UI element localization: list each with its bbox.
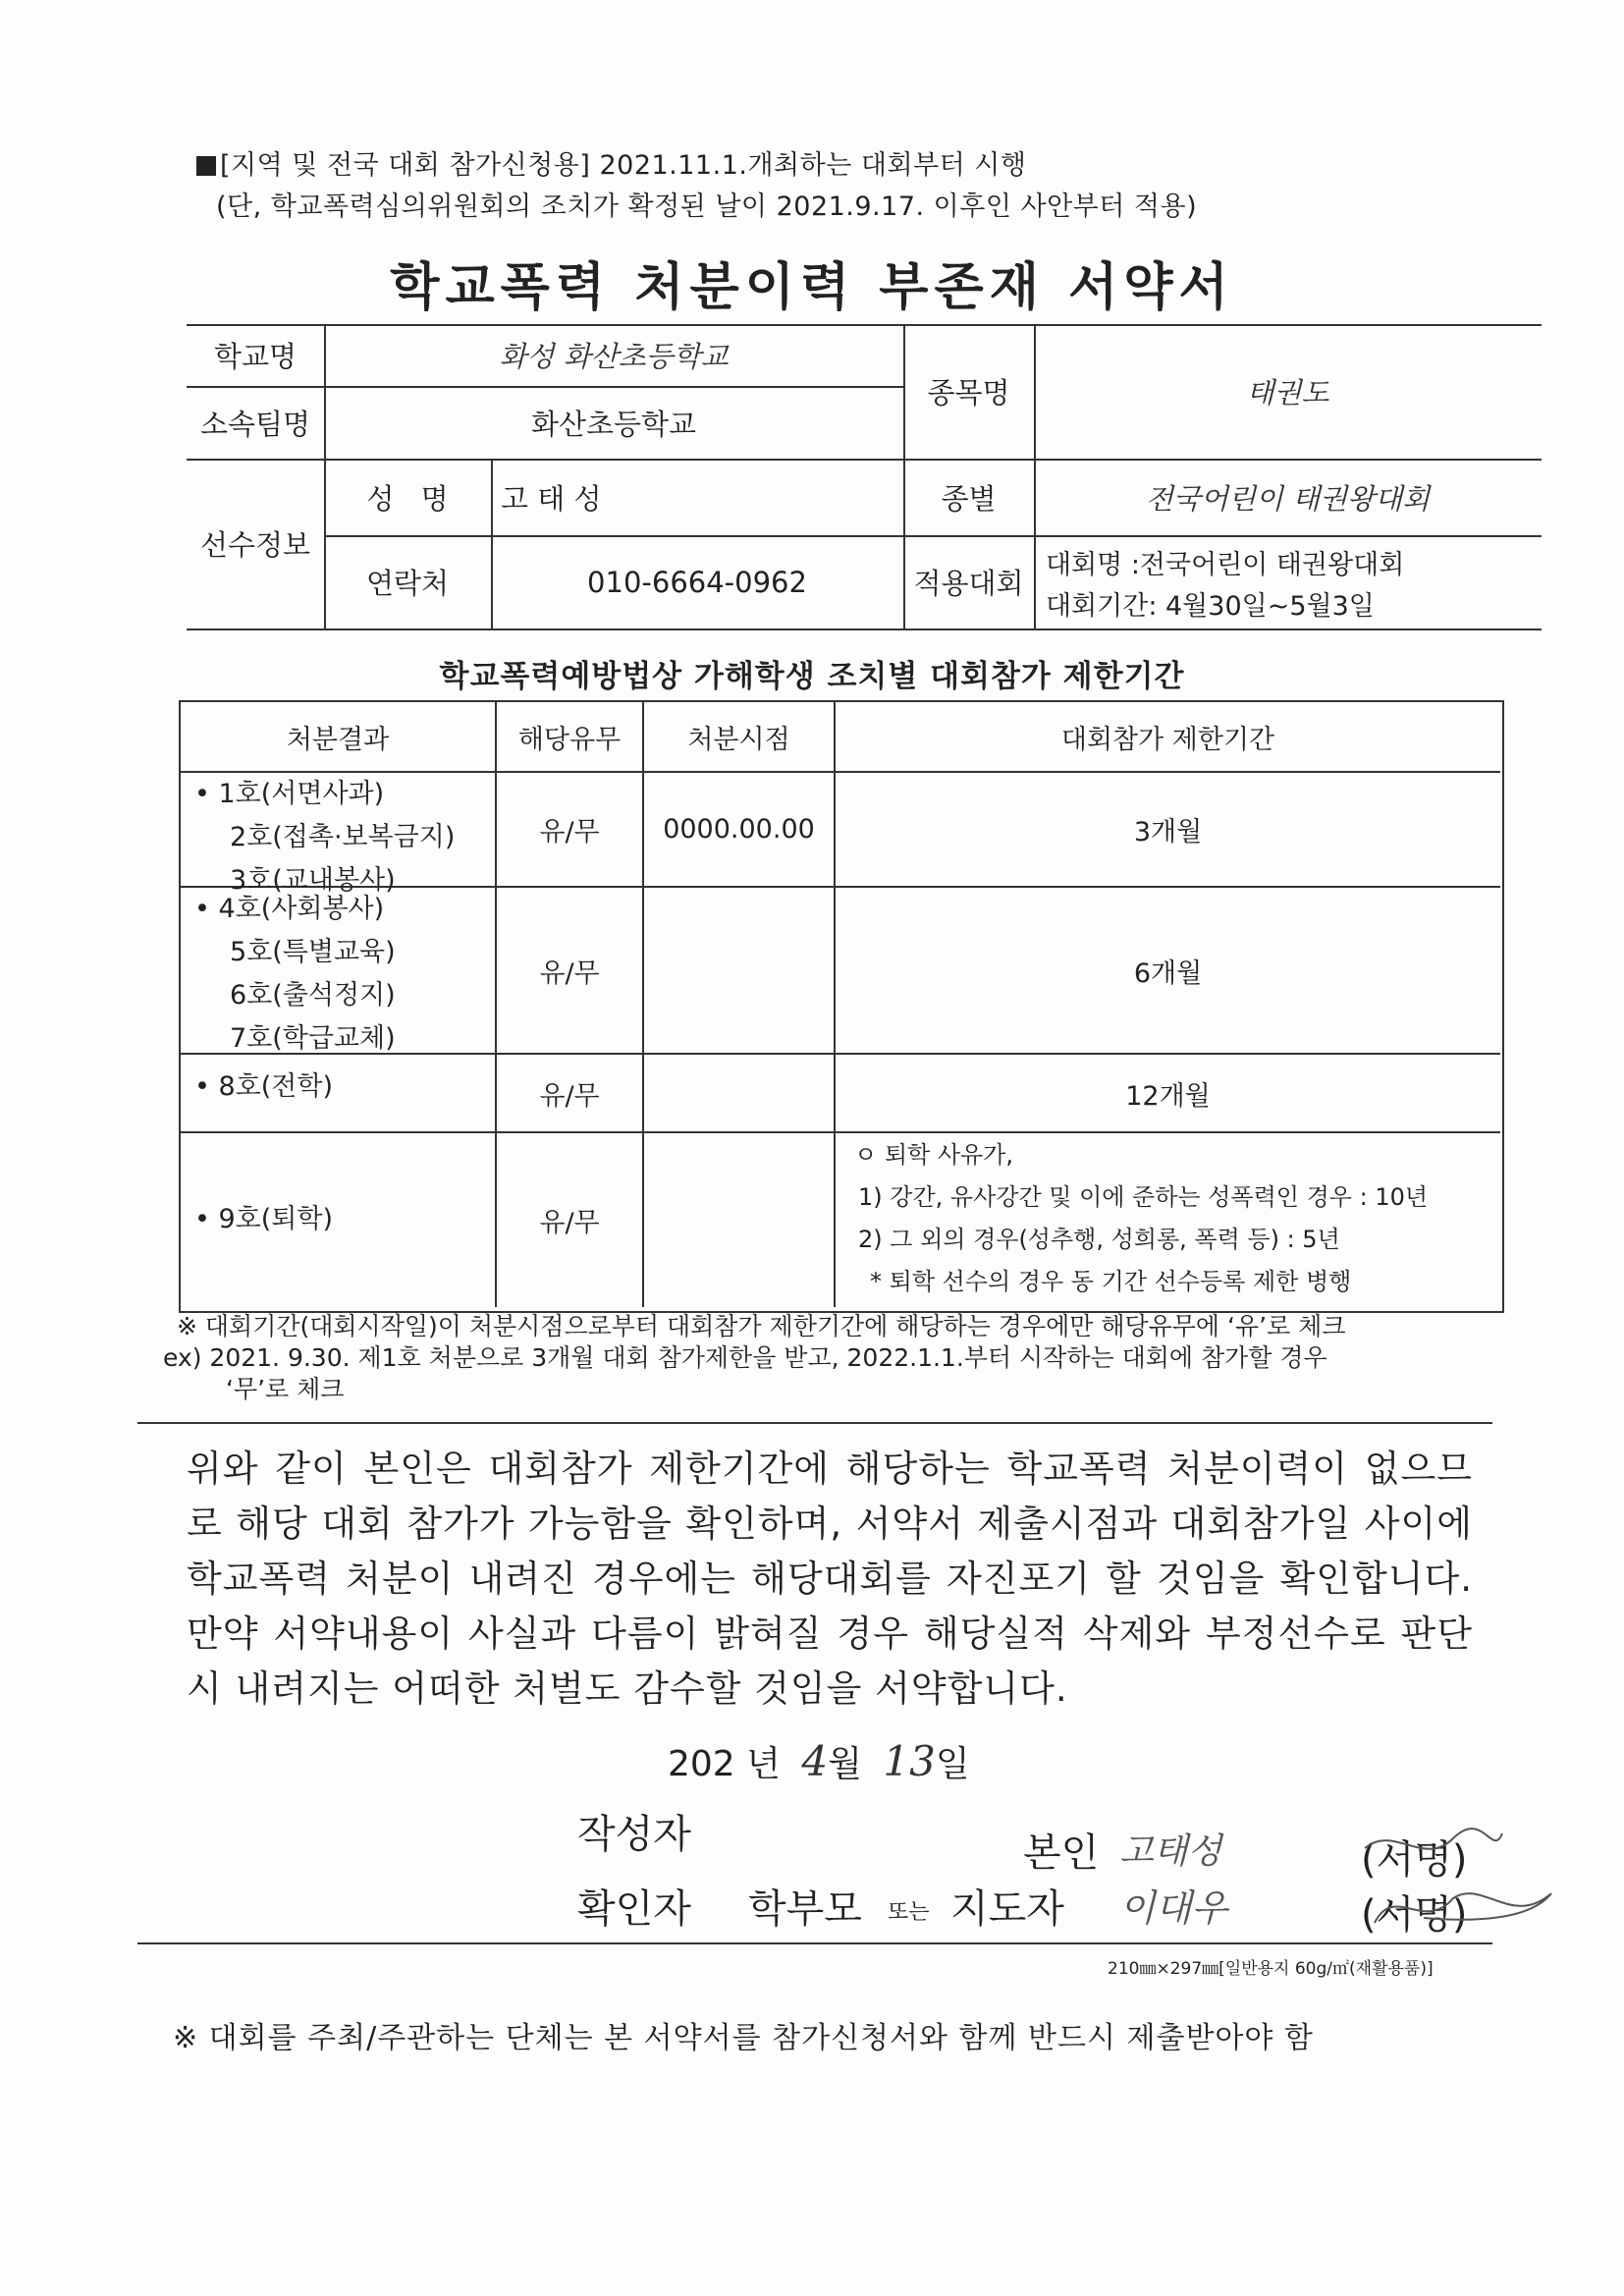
competition-period: 대회기간: 4월30일~5월3일: [1046, 591, 1375, 622]
competition-name: 대회명 :전국어린이 태권왕대회: [1046, 550, 1405, 580]
contact-label: 연락처: [365, 567, 450, 600]
table-row-3-period: 12개월: [1125, 1080, 1211, 1112]
table-row-4-measures: • 9호(퇴학): [194, 1204, 333, 1234]
name-value: 고 태 성: [501, 481, 602, 516]
date-year: 202 년: [668, 1744, 781, 1784]
confirmer-label: 확인자: [577, 1886, 691, 1932]
note-1: ※ 대회기간(대회시작일)이 처분시점으로부터 대회참가 제한기간에 해당하는 경우에만 해당유무에 ‘유’로 체크: [177, 1312, 1346, 1340]
parent-label: 학부모: [748, 1886, 862, 1932]
pledge-date: [668, 1736, 970, 1786]
table-line: [181, 1131, 1500, 1133]
name-label: 성 명: [366, 481, 449, 516]
table-row-2-applicable: 유/무: [539, 957, 600, 989]
category-value: 전국어린이 태권왕대회: [1145, 481, 1431, 516]
coach-sign-label: (서명): [1361, 1892, 1468, 1938]
table-row-3-date: [644, 1055, 834, 1131]
restriction-subtitle: 학교폭력예방법상 가해학생 조치별 대회참가 제한기간: [439, 659, 1185, 694]
event-value: 태권도: [1246, 376, 1329, 410]
pledge-text: 위와 같이 본인은 대회참가 제한기간에 해당하는 학교폭력 처분이력이 없으므로 해당 대회 참가가 가능함을 확인하며, 서약서 제출시점과 대회참가일 사이에 학교폭력 처분이 내려진 경우에는 해당대회를 자진포기 할 것임을 확인합니다. 만약 서약내용이 사실과 다름이 밝혀질 경우 해당실적 삭제와 부정선수로 판단 시 내려지는 어떠한 처벌도 감수할 것임을 서약합니다.: [187, 1448, 1473, 1710]
date-month: 4: [801, 1737, 829, 1785]
table-row-3-applicable: 유/무: [539, 1080, 600, 1112]
school-value: 화성 화산초등학교: [499, 340, 729, 373]
table-row-2-period: 6개월: [1133, 957, 1203, 989]
school-label: 학교명: [213, 340, 298, 373]
divider: [137, 1422, 1492, 1424]
table-row-2-date: [644, 888, 834, 1053]
event-label: 종목명: [927, 376, 1010, 410]
self-sign-label: (서명): [1361, 1837, 1468, 1883]
header-date: 처분시점: [687, 724, 790, 755]
notice-line-1: [지역 및 전국 대회 참가신청용] 2021.11.1.개최하는 대회부터 시행: [196, 145, 1197, 187]
table-row-4-period: ㅇ 퇴학 사유가, 1) 강간, 유사강간 및 이에 준하는 성폭력인 경우 : 10년 2) 그 외의 경우(성추행, 성희롱, 폭력 등) : 5년 * 퇴학 선수의 경우 동 기간 선수등록 제한 병행: [854, 1141, 1429, 1295]
header-measure: 처분결과: [286, 724, 390, 755]
or-label: 또는: [888, 1900, 930, 1925]
table-row-2-measures: • 4호(사회봉사) 5호(특별교육) 6호(출석정지) 7호(학급교체): [194, 894, 396, 1054]
contact-value: 010-6664-0962: [587, 565, 807, 599]
writer-label: 작성자: [577, 1812, 691, 1857]
restriction-table: [179, 700, 1504, 1313]
self-name-signature: 고태성: [1119, 1831, 1222, 1872]
date-day-unit: 일: [935, 1744, 970, 1784]
table-row-1-date: 0000.00.00: [663, 814, 815, 845]
team-label: 소속팀명: [199, 407, 311, 441]
table-line: [187, 629, 1542, 630]
date-day: 13: [883, 1737, 936, 1785]
header-period: 대회참가 제한기간: [1060, 724, 1275, 755]
note-3: ‘무’로 체크: [226, 1375, 345, 1403]
table-row-1-period: 3개월: [1133, 817, 1203, 847]
table-row-3-measures: • 8호(전학): [194, 1071, 333, 1102]
footer-note: ※ 대회를 주최/주관하는 단체는 본 서약서를 참가신청서와 함께 반드시 제출받아야 함: [173, 2021, 1314, 2055]
table-row-4-date: [644, 1133, 834, 1307]
self-label: 본인: [1023, 1831, 1100, 1876]
divider: [137, 1942, 1492, 1944]
athlete-label: 선수정보: [199, 528, 311, 562]
table-row-4-applicable: 유/무: [539, 1208, 600, 1238]
paper-spec: 210㎜×297㎜[일반용지 60g/㎡(재활용품)]: [1108, 1959, 1434, 1979]
table-row-1-measures: • 1호(서면사과) 2호(접촉·보복금지) 3호(교내봉사): [194, 779, 456, 896]
coach-label: 지도자: [950, 1886, 1064, 1932]
notice-line-2: (단, 학교폭력심의위원회의 조치가 확정된 날이 2021.9.17. 이후인 사안부터 적용): [216, 191, 1198, 222]
page-title: 학교폭력 처분이력 부존재 서약서: [390, 258, 1234, 317]
applied-competition-label: 적용대회: [913, 567, 1024, 600]
header-applicable: 해당유무: [517, 724, 622, 755]
coach-signature-scribble: [1365, 1874, 1561, 1942]
self-signature-scribble: [1355, 1819, 1512, 1878]
team-value: 화산초등학교: [530, 407, 697, 441]
table-notes: [163, 1311, 1346, 1405]
notice: [196, 145, 1197, 228]
date-month-unit: 월: [828, 1744, 862, 1784]
table-row-1-applicable: 유/무: [539, 817, 600, 847]
applied-competition: [1046, 545, 1404, 628]
coach-name-signature: 이대우: [1119, 1886, 1228, 1930]
square-bullet-icon: [196, 156, 216, 176]
note-2: ex) 2021. 9.30. 제1호 처분으로 3개월 대회 참가제한을 받고, 2022.1.1.부터 시작하는 대회에 참가할 경우: [163, 1343, 1327, 1372]
category-label: 종별: [941, 481, 997, 516]
